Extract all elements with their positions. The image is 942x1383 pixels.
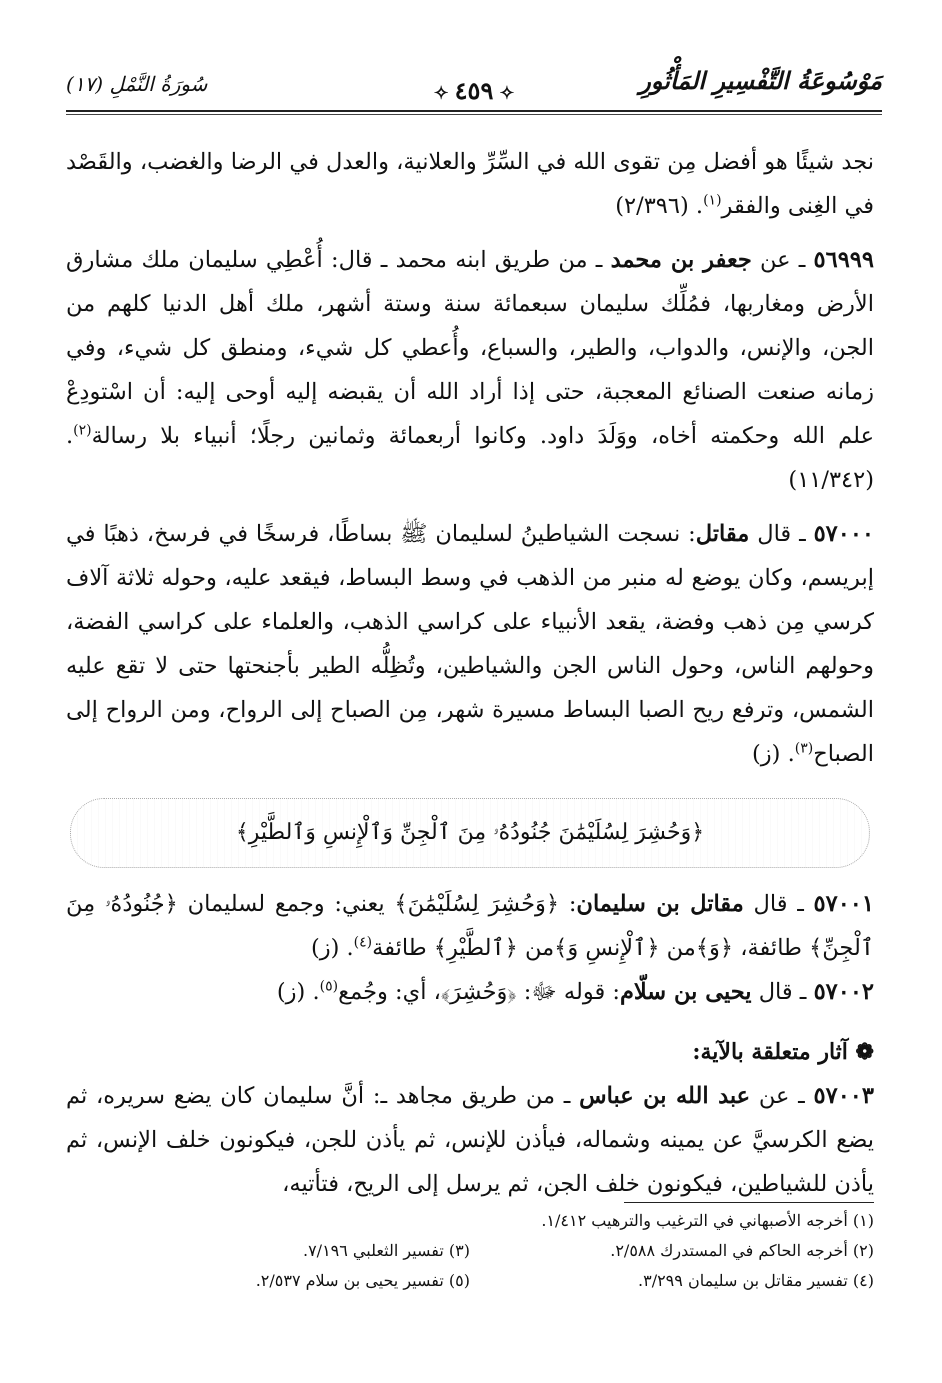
narration-number: ٥٧٠٠٢ — [813, 979, 874, 1005]
narration-text: : قوله ﷻ: ﴿وَحُشِرَ﴾، أي: وجُمع — [338, 979, 620, 1005]
quran-verse: ﴿وَحُشِرَ لِسُلَيْمَٰنَ جُنُودُهُۥ مِنَ ٱلْجِنِّ وَٱلْإِنسِ وَٱلطَّيْرِ﴾ — [235, 820, 705, 845]
footnote-row — [66, 1266, 874, 1296]
narration-text: : ﴿وَحُشِرَ لِسُلَيْمَٰنَ﴾ يعني: وجمع لسليمان ﴿جُنُودُهُۥ مِنَ ٱلْجِنِّ﴾ طائفة، ﴿وَ﴾من ﴿ٱلْإِنسِ وَ﴾من ﴿ٱلطَّيْرِ﴾ طائفة — [66, 891, 874, 961]
narration-text: : نسجت الشياطينُ لسليمان ﷺ بساطًا، فرسخًا في فرسخ، ذهبًا في إبريسم، وكان يوضع له منبر من الذهب في وسط البساط، فيقعد عليه، وحوله ثلاثة آلاف كرسي مِن ذهب وفضة، يقعد الأنبياء على كراسي الذهب، والعلماء على كراسي الفضة، وحولهم الناس، وحول الناس الجن والشياطين، وتُظِلُّه الطير بأجنحتها حتى لا تقع عليه الشمس، وترفع ريح الصبا البساط مسيرة شهر، مِن الصباح إلى الرواح، ومن الرواح إلى الصباح — [66, 521, 874, 767]
narrator-name: جعفر بن محمد — [610, 247, 752, 273]
narration — [66, 238, 874, 502]
footnote-ref: (٢) — [73, 422, 92, 439]
narration — [66, 970, 874, 1014]
narrator-name: مقاتل — [695, 521, 750, 547]
source-ref: . (ز) — [276, 979, 320, 1005]
footnote: (١) أخرجه الأصبهاني في الترغيب والترهيب ١/٤١٢. — [541, 1211, 874, 1230]
surah-label: سُورَةُ النَّمْلِ (١٧) — [66, 72, 208, 96]
narration-intro: ـ قال — [749, 521, 814, 547]
main-text — [66, 140, 874, 1206]
narrator-name: عبد الله بن عباس — [579, 1083, 751, 1109]
narration-number: ٥٧٠٠٠ — [813, 521, 874, 547]
page-header — [66, 58, 882, 118]
footnote-ref: (٤) — [353, 934, 373, 951]
ornament-icon: ✧ — [433, 83, 449, 104]
narration-number: ٥٧٠٠٣ — [813, 1083, 874, 1109]
book-title: مَوْسُوعَةُ التَّفْسِيرِ المَأْثُورِ — [639, 66, 882, 95]
footnote-ref: (٣) — [794, 740, 814, 757]
footnote: (٣) تفسير الثعلبي ٧/١٩٦. — [302, 1241, 470, 1260]
narration-intro: ـ قال — [751, 979, 814, 1005]
narration — [66, 512, 874, 776]
header-rule — [66, 110, 882, 112]
footnote: (٤) تفسير مقاتل بن سليمان ٣/٢٩٩. — [638, 1271, 874, 1290]
section-heading: ❁ آثار متعلقة بالآية: — [692, 1039, 874, 1065]
ornament-icon: ✧ — [499, 83, 515, 104]
narration — [66, 1074, 874, 1206]
footnote: (٢) أخرجه الحاكم في المستدرك ٢/٥٨٨. — [610, 1241, 874, 1260]
narration-text: ـ من طريق ابنه محمد ـ قال: أُعْطِي سليمان ملك مشارق الأرض ومغاربها، فمُلِّك سليمان سبعمائة سنة وستة أشهر، ملك أهل الدنيا كلهم من الجن، والإنس، والدواب، والطير، والسباع، وأُعطي كل شيء، ومنطق كل شيء، وفي زمانه صنعت الصنائع المعجبة، حتى إذا أراد الله أن يقبضه إليه أوحى إليه: أن اسْتودِعْ علم الله وحكمته أخاه، ووَلَدَ داود. وكانوا أربعمائة وثمانين رجلًا؛ أنبياء بلا رسالة — [66, 247, 874, 449]
source-ref: . (ز) — [310, 935, 354, 961]
footnote-ref: (١) — [703, 192, 722, 209]
quran-verse-box — [70, 798, 870, 868]
narrator-name: يحيى بن سلّام — [619, 979, 752, 1005]
header-rule-thin — [66, 114, 882, 115]
paragraph — [66, 140, 874, 228]
narration-intro: ـ قال — [743, 891, 814, 917]
narration-number: ٥٦٩٩٩ — [813, 247, 874, 273]
footnote-row — [66, 1236, 874, 1266]
footnote: (٥) تفسير يحيى بن سلام ٢/٥٣٧. — [255, 1271, 470, 1290]
footnote-separator — [624, 1202, 874, 1203]
source-ref: . (ز) — [752, 741, 795, 767]
paragraph-text: نجد شيئًا هو أفضل مِن تقوى الله في السِّرِّ والعلانية، والعدل في الرضا والغضب، والقَصْد في الغِنى والفقر — [66, 149, 874, 219]
footnote-ref: (٥) — [319, 978, 339, 995]
source-ref: . (١١/٣٤٢) — [66, 423, 874, 493]
narration — [66, 882, 874, 970]
footnotes — [66, 1206, 874, 1296]
source-ref: . (٢/٣٩٦) — [615, 193, 704, 219]
narration-intro: ـ عن — [751, 247, 814, 273]
narration-number: ٥٧٠٠١ — [813, 891, 874, 917]
page-number: ٤٥٩ — [454, 76, 494, 105]
narration-text: ـ من طريق مجاهد ـ: أنَّ سليمان كان يضع سريره، ثم يضع الكرسيَّ عن يمينه وشماله، فيأذن للإنس، ثم يأذن للجن، فيكونون خلف الإنس، ثم يأذن للشياطين، فيكونون خلف الجن، ثم يرسل إلى الريح، فتأتيه، — [66, 1083, 874, 1197]
narrator-name: مقاتل بن سليمان — [576, 891, 744, 917]
narration-intro: ـ عن — [750, 1083, 814, 1109]
